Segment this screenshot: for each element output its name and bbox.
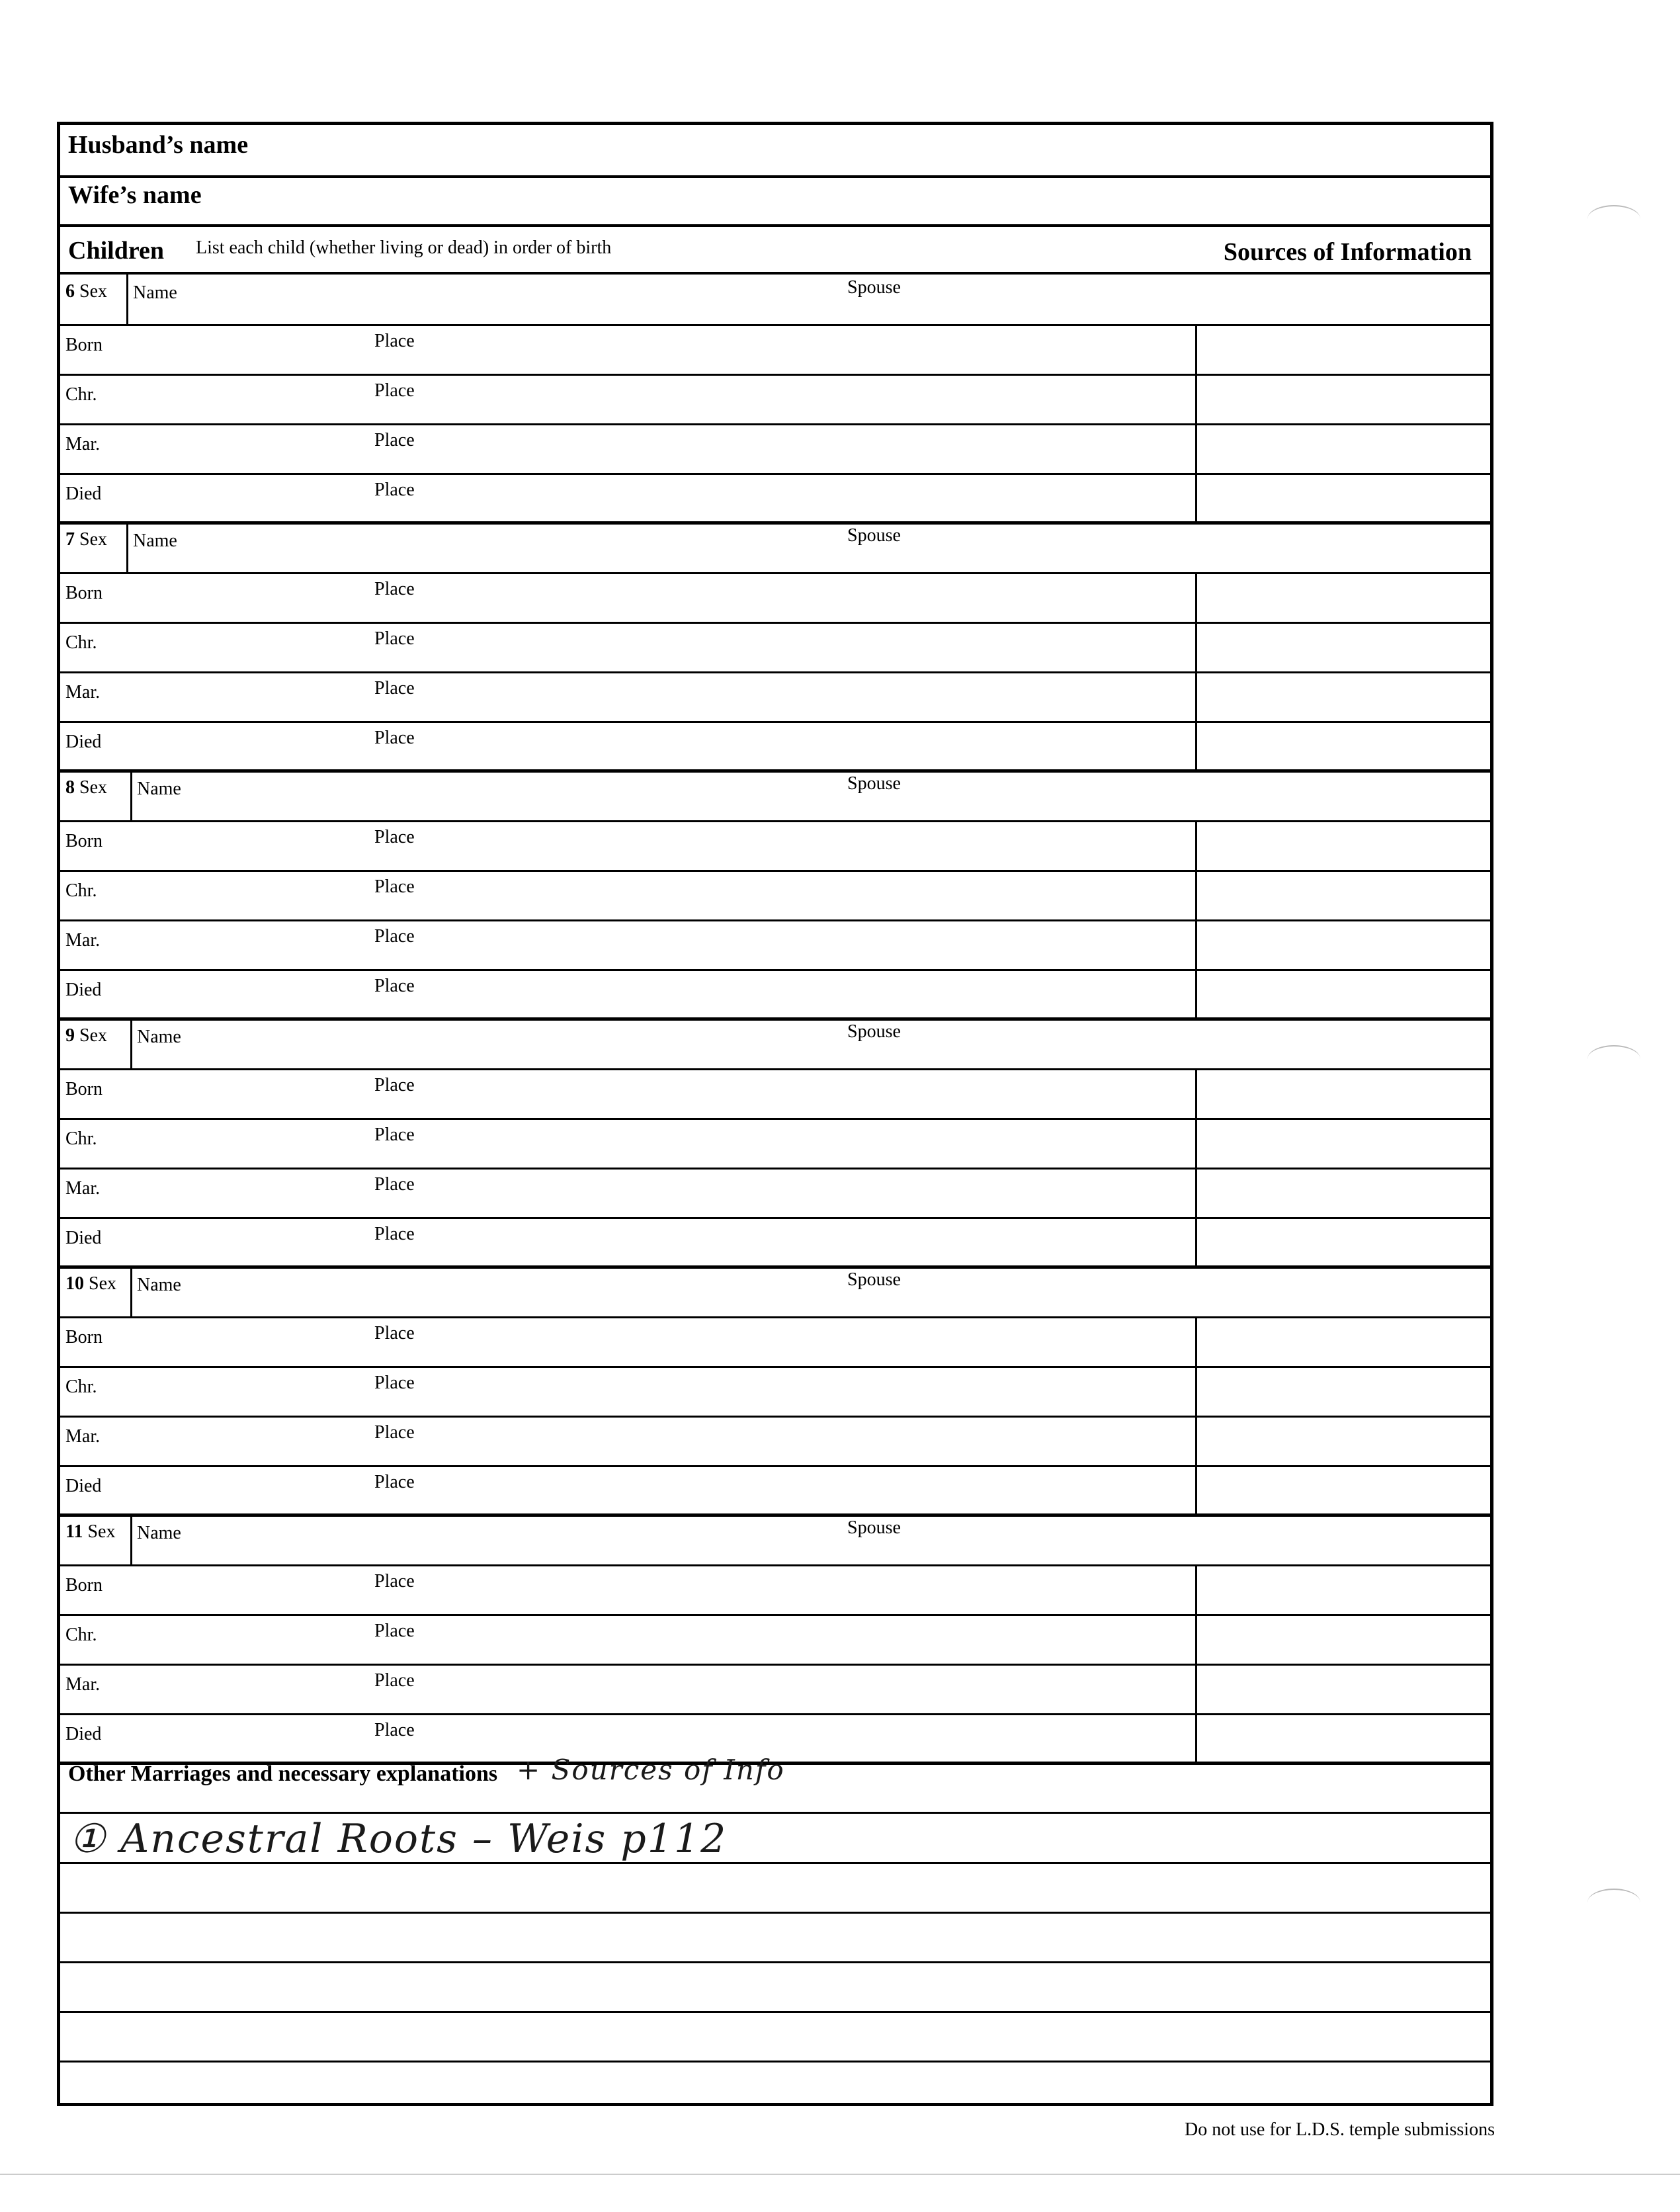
child-entry	[65, 529, 107, 550]
sex-label: Sex	[87, 1521, 116, 1542]
spouse-label: Spouse	[847, 1021, 901, 1042]
handwritten-source-entry: ① Ancestral Roots – Weis p112	[69, 1816, 728, 1862]
chr-label: Chr.	[65, 632, 97, 653]
row-divider	[60, 671, 1490, 673]
spouse-label: Spouse	[847, 1517, 901, 1538]
row-divider	[60, 1465, 1490, 1467]
row-divider	[60, 1416, 1490, 1418]
mar-label: Mar.	[65, 1178, 101, 1199]
row-divider	[60, 1168, 1490, 1170]
sex-label: Sex	[79, 529, 107, 550]
born-label: Born	[65, 1327, 103, 1347]
husband-name-label: Husband’s name	[68, 131, 249, 159]
died-label: Died	[65, 1476, 102, 1496]
died-label: Died	[65, 980, 102, 1000]
child-number: 6	[65, 281, 75, 302]
sex-name-divider	[130, 1515, 132, 1564]
born-label: Born	[65, 583, 103, 603]
child-block-divider	[60, 521, 1490, 525]
place-label: Place	[374, 876, 415, 897]
sex-name-divider	[130, 771, 132, 820]
child-entry	[65, 281, 107, 302]
died-label: Died	[65, 732, 102, 752]
row-divider	[60, 820, 1490, 822]
mar-label: Mar.	[65, 1426, 101, 1447]
place-label: Place	[374, 1472, 415, 1492]
explanation-line	[60, 1812, 1490, 1814]
chr-label: Chr.	[65, 880, 97, 901]
died-label: Died	[65, 484, 102, 504]
sex-label: Sex	[89, 1273, 116, 1294]
child-number: 10	[65, 1273, 84, 1294]
row-divider	[60, 1068, 1490, 1070]
place-label: Place	[374, 430, 415, 450]
place-label: Place	[374, 1621, 415, 1641]
row-divider	[60, 1118, 1490, 1120]
mar-label: Mar.	[65, 930, 101, 951]
page-edge	[0, 2174, 1680, 2175]
sex-label: Sex	[79, 1025, 107, 1046]
child-number: 7	[65, 529, 75, 550]
place-label: Place	[374, 1075, 415, 1095]
wife-name-label: Wife’s name	[68, 181, 202, 209]
born-label: Born	[65, 335, 103, 355]
chr-label: Chr.	[65, 1625, 97, 1645]
name-label: Name	[137, 1027, 181, 1047]
child-entry	[65, 777, 107, 798]
spouse-label: Spouse	[847, 1269, 901, 1290]
place-label: Place	[374, 827, 415, 847]
born-label: Born	[65, 1079, 103, 1099]
chr-label: Chr.	[65, 1128, 97, 1149]
sources-column-divider	[1195, 324, 1197, 523]
explanation-line	[60, 2061, 1490, 2063]
name-label: Name	[137, 1523, 181, 1543]
row-divider	[60, 721, 1490, 723]
child-entry	[65, 1521, 115, 1543]
child-block-divider	[60, 1265, 1490, 1269]
child-entry	[65, 1273, 116, 1295]
place-label: Place	[374, 1373, 415, 1393]
child-number: 11	[65, 1521, 83, 1542]
explanation-line	[60, 1912, 1490, 1914]
mar-label: Mar.	[65, 682, 101, 702]
place-label: Place	[374, 1323, 415, 1343]
born-label: Born	[65, 1575, 103, 1595]
sources-column-divider	[1195, 820, 1197, 1019]
mar-label: Mar.	[65, 434, 101, 454]
child-block-divider	[60, 1513, 1490, 1517]
sources-of-information-label: Sources of Information	[1223, 238, 1472, 266]
born-label: Born	[65, 831, 103, 851]
place-label: Place	[374, 976, 415, 996]
died-label: Died	[65, 1724, 102, 1744]
place-label: Place	[374, 331, 415, 351]
spouse-label: Spouse	[847, 277, 901, 298]
spouse-label: Spouse	[847, 525, 901, 546]
child-block-divider	[60, 1017, 1490, 1021]
divider	[60, 272, 1490, 275]
name-label: Name	[137, 779, 181, 799]
name-label: Name	[133, 282, 177, 303]
row-divider	[60, 1713, 1490, 1715]
child-number: 8	[65, 777, 75, 798]
place-label: Place	[374, 678, 415, 699]
punch-hole	[1587, 1889, 1640, 1916]
row-divider	[60, 572, 1490, 574]
row-divider	[60, 374, 1490, 376]
place-label: Place	[374, 1174, 415, 1195]
child-entry	[65, 1025, 107, 1046]
explanation-line	[60, 1961, 1490, 1963]
punch-hole	[1587, 1045, 1640, 1073]
place-label: Place	[374, 480, 415, 500]
other-marriages-label: Other Marriages and necessary explanations	[68, 1762, 498, 1786]
row-divider	[60, 870, 1490, 872]
sex-name-divider	[126, 275, 128, 324]
explanation-line	[60, 1862, 1490, 1864]
mar-label: Mar.	[65, 1674, 101, 1695]
sources-column-divider	[1195, 572, 1197, 771]
spouse-label: Spouse	[847, 773, 901, 794]
place-label: Place	[374, 1670, 415, 1691]
family-group-form	[57, 122, 1493, 2106]
sex-name-divider	[130, 1267, 132, 1316]
divider	[60, 175, 1490, 178]
row-divider	[60, 324, 1490, 326]
children-label: Children	[68, 237, 165, 265]
explanation-line	[60, 2011, 1490, 2013]
place-label: Place	[374, 380, 415, 401]
place-label: Place	[374, 728, 415, 748]
sex-name-divider	[126, 523, 128, 572]
name-label: Name	[137, 1275, 181, 1295]
row-divider	[60, 1217, 1490, 1219]
sex-label: Sex	[79, 777, 107, 798]
punch-hole	[1587, 205, 1640, 233]
row-divider	[60, 423, 1490, 425]
name-label: Name	[133, 531, 177, 551]
chr-label: Chr.	[65, 1377, 97, 1397]
place-label: Place	[374, 628, 415, 649]
row-divider	[60, 1664, 1490, 1666]
place-label: Place	[374, 579, 415, 599]
sex-label: Sex	[79, 281, 107, 302]
died-label: Died	[65, 1228, 102, 1248]
row-divider	[60, 1316, 1490, 1318]
place-label: Place	[374, 1224, 415, 1244]
row-divider	[60, 1366, 1490, 1368]
row-divider	[60, 1564, 1490, 1566]
divider	[60, 224, 1490, 227]
row-divider	[60, 1614, 1490, 1616]
row-divider	[60, 969, 1490, 971]
child-number: 9	[65, 1025, 75, 1046]
row-divider	[60, 473, 1490, 475]
place-label: Place	[374, 1125, 415, 1145]
children-instruction: List each child (whether living or dead) in order of birth	[196, 237, 612, 258]
handwritten-sources-note: + Sources of Info	[517, 1754, 785, 1786]
place-label: Place	[374, 1571, 415, 1592]
row-divider	[60, 919, 1490, 921]
footer-note: Do not use for L.D.S. temple submissions	[1185, 2119, 1495, 2140]
sources-column-divider	[1195, 1068, 1197, 1267]
row-divider	[60, 622, 1490, 624]
sex-name-divider	[130, 1019, 132, 1068]
sources-column-divider	[1195, 1564, 1197, 1763]
child-block-divider	[60, 769, 1490, 773]
chr-label: Chr.	[65, 384, 97, 405]
place-label: Place	[374, 926, 415, 947]
place-label: Place	[374, 1720, 415, 1740]
place-label: Place	[374, 1422, 415, 1443]
sources-column-divider	[1195, 1316, 1197, 1515]
